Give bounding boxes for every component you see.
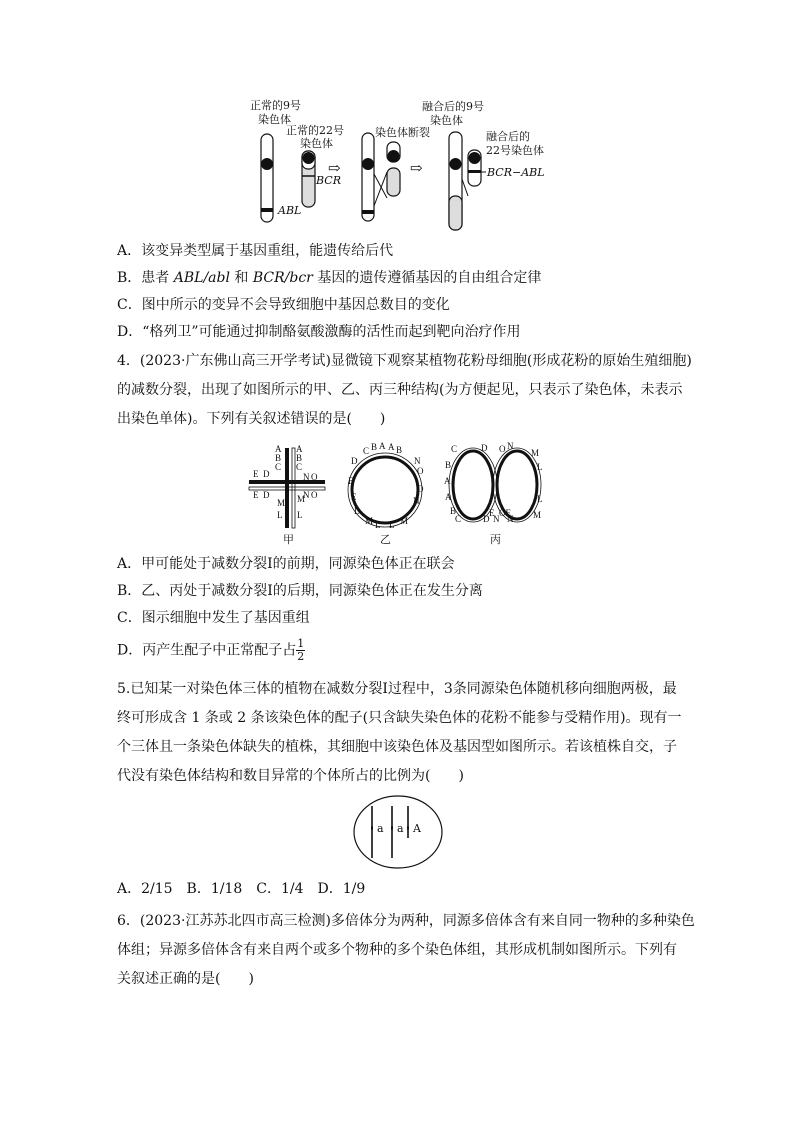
svg-text:E: E bbox=[253, 469, 259, 479]
svg-text:L: L bbox=[537, 494, 543, 504]
gene-A: A bbox=[413, 822, 421, 835]
q5-stem-3: 个三体且一条染色体缺失的植株，其细胞中该染色体及基因型如图所示。若该植株自交，子 bbox=[117, 739, 677, 755]
svg-text:N: N bbox=[303, 490, 310, 500]
svg-text:B: B bbox=[371, 442, 378, 452]
normal22-label-2: 染色体 bbox=[300, 137, 333, 150]
svg-text:C: C bbox=[363, 446, 370, 456]
q4-option-c: C．图示细胞中发生了基因重组 bbox=[117, 610, 310, 626]
fused22-label-2: 22号染色体 bbox=[486, 144, 544, 157]
normal22-label-1: 正常的22号 bbox=[286, 124, 344, 137]
q3-option-b: B．患者 ABL/abl 和 BCR/bcr 基因的遗传遵循基因的自由组合定律 bbox=[117, 270, 542, 286]
svg-text:L: L bbox=[389, 520, 395, 530]
normal9-label-2: 染色体 bbox=[258, 113, 291, 126]
svg-text:E: E bbox=[348, 476, 354, 486]
q3-option-d: D．“格列卫”可能通过抑制酪氨酸激酶的活性而起到靶向治疗作用 bbox=[117, 324, 521, 340]
svg-text:D: D bbox=[481, 443, 488, 453]
svg-text:M: M bbox=[531, 448, 540, 458]
svg-text:O: O bbox=[417, 484, 424, 494]
svg-text:D: D bbox=[483, 514, 490, 524]
q4-option-b: B．乙、丙处于减数分裂Ⅰ的后期，同源染色体正在发生分离 bbox=[117, 583, 483, 599]
svg-text:A: A bbox=[388, 442, 395, 452]
svg-text:O: O bbox=[417, 466, 424, 476]
svg-text:D: D bbox=[263, 469, 270, 479]
figure-label-jia: 甲 bbox=[283, 533, 294, 546]
svg-text:A: A bbox=[379, 441, 386, 451]
bcr-label: BCR bbox=[316, 174, 341, 187]
q6-stem-2: 体组；异源多倍体含有来自两个或多个物种的多个染色体组，其形成机制如图所示。下列有 bbox=[117, 942, 677, 958]
q3-option-a: A．该变异类型属于基因重组，能遗传给后代 bbox=[117, 243, 394, 259]
svg-text:B: B bbox=[450, 506, 457, 516]
svg-text:E: E bbox=[253, 490, 259, 500]
q6-stem-1: 6．(2023·江苏苏北四市高三检测)多倍体分为两种，同源多倍体含有来自同一物种的多种染色 bbox=[117, 913, 695, 929]
q4-stem-2: 的减数分裂，出现了如图所示的甲、乙、丙三种结构(为方便起见，只表示了染色体，未表示 bbox=[117, 382, 683, 398]
svg-text:N: N bbox=[493, 514, 500, 524]
q4-stem-3: 出染色单体)。下列有关叙述错误的是( ) bbox=[117, 411, 386, 427]
fraction-half: $\frac{1}{2}$ bbox=[297, 637, 305, 663]
svg-text:B: B bbox=[296, 453, 303, 463]
svg-text:B: B bbox=[275, 453, 282, 463]
q5-options: A．2/15 B．1/18 C．1/4 D．1/9 bbox=[117, 881, 366, 897]
svg-text:M: M bbox=[365, 516, 374, 526]
svg-text:N: N bbox=[507, 441, 514, 451]
svg-text:O: O bbox=[499, 444, 506, 454]
svg-text:C: C bbox=[455, 514, 462, 524]
svg-text:L: L bbox=[297, 510, 303, 520]
svg-text:O: O bbox=[311, 490, 318, 500]
svg-text:E: E bbox=[489, 508, 495, 518]
svg-text:OE: OE bbox=[499, 508, 511, 518]
svg-text:L: L bbox=[277, 510, 283, 520]
translocation-figure bbox=[240, 96, 570, 236]
fused22-label-1: 融合后的 bbox=[486, 130, 530, 143]
svg-text:D: D bbox=[351, 456, 358, 466]
svg-text:N: N bbox=[413, 496, 420, 506]
svg-text:B: B bbox=[445, 460, 452, 470]
svg-text:N: N bbox=[507, 514, 514, 524]
svg-text:M: M bbox=[277, 498, 286, 508]
svg-text:M: M bbox=[297, 494, 306, 504]
figure-label-yi: 乙 bbox=[380, 533, 391, 546]
q5-stem-4: 代没有染色体结构和数目异常的个体所占的比例为( ) bbox=[117, 768, 464, 784]
figure-jia bbox=[249, 444, 325, 546]
svg-text:E: E bbox=[351, 492, 357, 502]
trisomy-cell-figure bbox=[352, 794, 444, 870]
svg-text:A: A bbox=[444, 476, 451, 486]
fused9-label-1: 融合后的9号 bbox=[422, 100, 484, 113]
meiosis-figure bbox=[245, 440, 555, 552]
arrow-1: ⇨ bbox=[328, 159, 341, 177]
q5-stem-1: 5.已知某一对染色体三体的植物在减数分裂Ⅰ过程中，3条同源染色体随机移向细胞两极，最 bbox=[117, 681, 677, 697]
normal9-label-1: 正常的9号 bbox=[250, 99, 301, 112]
abl-label: ABL bbox=[278, 204, 302, 217]
svg-text:A: A bbox=[296, 444, 303, 454]
bcr-abl-label: BCR−ABL bbox=[487, 166, 545, 179]
arrow-2: ⇨ bbox=[410, 159, 423, 177]
svg-text:A: A bbox=[445, 492, 452, 502]
svg-text:N: N bbox=[414, 456, 421, 466]
svg-text:M: M bbox=[400, 516, 409, 526]
figure-yi bbox=[348, 441, 424, 546]
q3-option-c: C．图中所示的变异不会导致细胞中基因总数目的变化 bbox=[117, 297, 450, 313]
fused9-label-2: 染色体 bbox=[430, 114, 463, 127]
gene-a-2: a bbox=[397, 822, 404, 835]
figure-bing bbox=[444, 441, 543, 546]
svg-text:N: N bbox=[303, 472, 310, 482]
svg-text:C: C bbox=[296, 462, 303, 472]
svg-text:C: C bbox=[275, 462, 282, 472]
break-label: 染色体断裂 bbox=[375, 126, 430, 139]
q4-stem-1: 4．(2023·广东佛山高三开学考试)显微镜下观察某植物花粉母细胞(形成花粉的原始生殖细胞) bbox=[117, 353, 692, 369]
svg-text:B: B bbox=[396, 445, 403, 455]
svg-text:A: A bbox=[275, 444, 282, 454]
svg-text:D: D bbox=[263, 490, 270, 500]
svg-text:L: L bbox=[537, 462, 543, 472]
q5-stem-2: 终可形成含 1 条或 2 条该染色体的配子(只含缺失染色体的花粉不能参与受精作用)。现有一 bbox=[117, 710, 682, 726]
figure-label-bing: 丙 bbox=[490, 533, 501, 546]
q6-stem-3: 关叙述正确的是( ) bbox=[117, 971, 254, 987]
svg-text:O: O bbox=[311, 472, 318, 482]
svg-text:C: C bbox=[451, 444, 458, 454]
svg-text:M: M bbox=[533, 510, 542, 520]
q4-option-d: D．丙产生配子中正常配子占 $\frac{1}{2}$ bbox=[117, 637, 305, 663]
svg-text:D: D bbox=[354, 506, 361, 516]
gene-a-1: a bbox=[377, 822, 384, 835]
svg-text:L: L bbox=[375, 520, 381, 530]
q4-option-a: A．甲可能处于减数分裂Ⅰ的前期，同源染色体正在联会 bbox=[117, 556, 455, 572]
